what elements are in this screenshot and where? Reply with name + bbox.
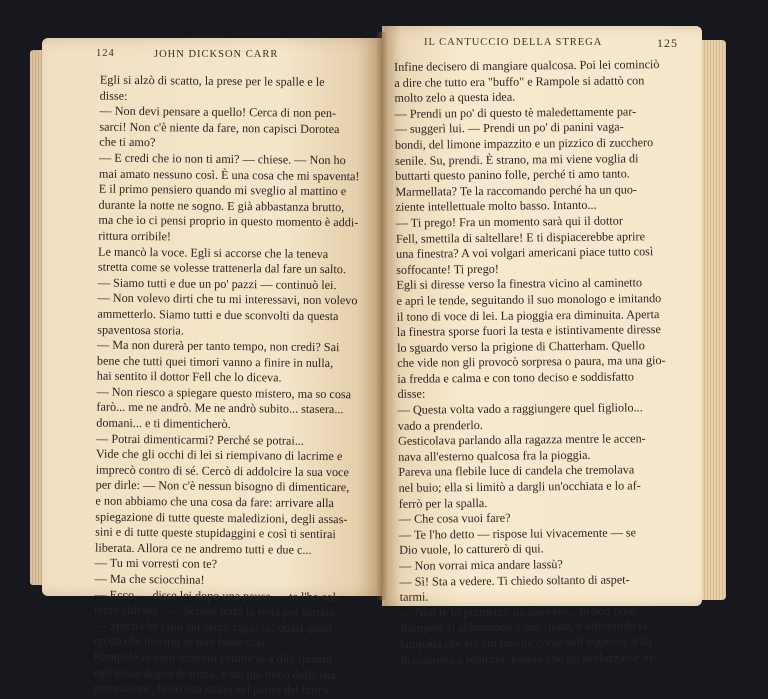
text-line: ziente intellettuale molto basso. Intanto... — [395, 198, 597, 215]
text-line: ferrò per la spalla. — [398, 495, 488, 511]
text-line: — Non volevo dirti che tu mi interessavi, non volevo — [97, 290, 358, 308]
text-line: senile. Su, prendi. È strano, ma mi viene voglia di — [395, 150, 639, 168]
text-line: — Ma che sciocchina! — [94, 571, 205, 587]
text-line: — Prendi un po' di questo tè maledettamente par- — [394, 104, 637, 121]
text-line: — Ti prego! Fra un momento sarà qui il dottor — [395, 213, 623, 230]
text-line: ammetterlo. Siamo tutti e due sconvolti da questa — [97, 306, 339, 324]
text-line: lo costretta a seguirlo, pareva che gli svolazzasse in- — [400, 649, 656, 667]
text-line: nava all'esterno qualcosa fra la pioggia. — [398, 447, 591, 464]
text-line: una finestra? A voi volgari americani piace tutto così — [396, 244, 654, 261]
text-line: Fell, smettila di saltellare! E ti dispiacerebbe aprire — [395, 228, 646, 246]
text-line: disse: — [99, 88, 128, 103]
text-line: domani... e ti dimenticherò. — [96, 415, 231, 432]
text-line: molto zelo a questa idea. — [394, 89, 516, 106]
text-line: — suggerì lui. — Prendi un po' di panini vaga- — [394, 119, 624, 137]
right-running-head: IL CANTUCCIO DELLA STREGA — [424, 37, 603, 48]
text-line: ia fredda e calma e con tono deciso e soddisfatto — [397, 369, 635, 386]
text-line: mai amato nessuno così. È una cosa che mi spaventa! — [98, 166, 360, 183]
text-line: la finestra sporse fuori la testa e istintivamente diresse — [396, 322, 661, 339]
text-line: E il primo pensiero quando mi sveglio al mattino e — [98, 181, 347, 199]
text-line: hai sentito il dottor Fell che lo diceva. — [96, 368, 282, 385]
text-line: — Siamo tutti e due un po' pazzi — continuò lei. — [97, 275, 337, 292]
right-page-text — [382, 53, 708, 668]
text-line: e non abbiamo che una cosa da fare: arrivare alla — [95, 493, 335, 511]
text-line: — Non devi pensare a quello! Cerca di non pen- — [99, 103, 337, 121]
text-line: che vide non gli provocò sorpresa o paura, ma una gio- — [397, 353, 666, 371]
left-running-head: JOHN DICKSON CARR — [154, 49, 279, 60]
text-line: — E credi che io non ti ami? — chiese. — Non ho — [98, 150, 346, 168]
text-line: a dire che tutto era "buffo" e Rampole si adattò con — [394, 72, 645, 90]
text-line: perorazione, ficcò una mano nel piatto del burro. — [93, 680, 332, 698]
text-line: spaventosa storia. — [97, 322, 184, 338]
text-line: tarmi. — [399, 589, 429, 605]
right-page-number: 125 — [657, 36, 678, 50]
text-line: — Questa volta vado a raggiungere quel figliolo... — [397, 400, 643, 417]
text-line: stretta come se volesse trattenerla dal fare un salto. — [97, 259, 347, 277]
text-line: vado a prenderlo. — [397, 417, 483, 433]
text-line: sarci! Non c'è niente da fare, non capisci Dorotea — [99, 119, 340, 136]
left-page-text — [35, 68, 382, 699]
text-line: e aprì le tende, seguitando il suo monologo e imitando — [396, 290, 662, 308]
text-line: Egli si diresse verso la finestra vicino al caminetto — [396, 275, 643, 293]
text-line: Rampole si abbandonò a una risata, e afferrando la — [399, 618, 648, 636]
text-line: Pareva una flebile luce di candela che tremolava — [398, 462, 635, 480]
text-line: — Te l'ho detto — rispose lui vivacemente — se — [398, 525, 637, 542]
text-line: Infine decisero di mangiare qualcosa. Poi lei cominciò — [394, 57, 660, 74]
text-line: credo che morirei se non fosse così. — [93, 633, 269, 650]
text-line: egli fosse degno di stima, e sul più bello della sua — [93, 665, 336, 682]
text-line: il tono di voce di lei. La pioggia era diminuita. Aperta — [396, 306, 660, 324]
text-line: Gesticolava parlando alla ragazza mentre le accen- — [397, 431, 646, 449]
text-line: buttarti questo panino folle, perché ti amo tanto. — [395, 166, 630, 184]
text-line: disse: — [397, 387, 426, 402]
text-line: Marmellata? Te la raccomando perché ha un quo- — [395, 182, 638, 199]
text-line: spiegazione di tutte queste maledizioni, degli assas- — [95, 509, 348, 526]
left-page-number: 124 — [96, 48, 115, 59]
text-line: bondi, del limone impazzito e un pizzico di zucchero — [394, 135, 654, 152]
text-line: — Ecco — disse lei dopo una pausa — te l'ho sol- — [94, 587, 341, 604]
text-line: che ti amo? — [99, 134, 156, 150]
text-line: Vide che gli occhi di lei si riempivano di lacrime e — [95, 446, 343, 464]
text-line: lo sguardo verso la prigione di Chatterham. Quello — [396, 337, 645, 355]
text-line: soffocante! Ti prego! — [396, 261, 499, 277]
text-line: farò... me ne andrò. Me ne andrò subito... stasera... — [96, 400, 344, 417]
text-line: — Sì! Sta a vedere. Ti chiedo soltanto di aspet- — [399, 572, 630, 589]
text-line: tanto chiesto... — Scosse forte la testa poi sorrise. — [94, 602, 338, 620]
right-page — [382, 26, 702, 667]
text-line: — Spero che farai sul serio, ragazzo; quasi quasi — [94, 618, 333, 635]
text-line: — Che cosa vuoi fare? — [398, 510, 511, 527]
text-line: — Non vorrai mica andare lassù? — [399, 557, 563, 573]
text-line: Rampole in tono oratorio cominciò a dire quanto — [93, 649, 332, 667]
text-line: liberata. Allora ce ne andremo tutti e due c... — [94, 540, 312, 557]
text-line: rittura orribile! — [98, 228, 172, 244]
text-line: nel buio; ella si limitò a dargli un'occhiata e lo af- — [398, 478, 641, 495]
text-line: per dirle: — Non c'è nessun bisogno di dimenticare, — [95, 478, 350, 495]
left-page — [42, 38, 382, 698]
text-line: — Ma non durerà per tanto tempo, non credi? Sai — [97, 337, 340, 355]
text-line: — Non te lo permetto; no davvero... tu non puoi... — [399, 603, 645, 620]
text-line: imprecò contro di sé. Cercò di addolcire la sua voce — [95, 462, 349, 480]
text-line: bene che tutti quei timori vanno a finire in nulla, — [96, 353, 334, 370]
text-line: sini e di tutte queste stupidaggini e così ti sentirai — [95, 524, 336, 542]
text-line: Egli si alzò di scatto, la prese per le spalle e le — [99, 72, 325, 89]
text-line: Le mancò la voce. Egli si accorse che la teneva — [98, 244, 329, 261]
text-line: Dio vuole, lo catturerò di qui. — [399, 541, 544, 558]
left-page-header — [42, 48, 382, 68]
book-gutter — [376, 32, 388, 600]
text-line: — Non riesco a spiegare questo mistero, ma so cosa — [96, 384, 352, 402]
text-line: — Potrai dimenticarmi? Perché se potrai... — [96, 431, 305, 448]
text-line: lampada che era sul tavolo, corse nell'ingresso. Ella — [400, 634, 652, 651]
text-line: — Tu mi vorresti con te? — [94, 555, 218, 572]
text-line: ma che io ci pensi proprio in questo momento è addi- — [98, 212, 359, 230]
text-line: durante la notte ne sogno. E già abbastanza brutto, — [98, 197, 345, 214]
